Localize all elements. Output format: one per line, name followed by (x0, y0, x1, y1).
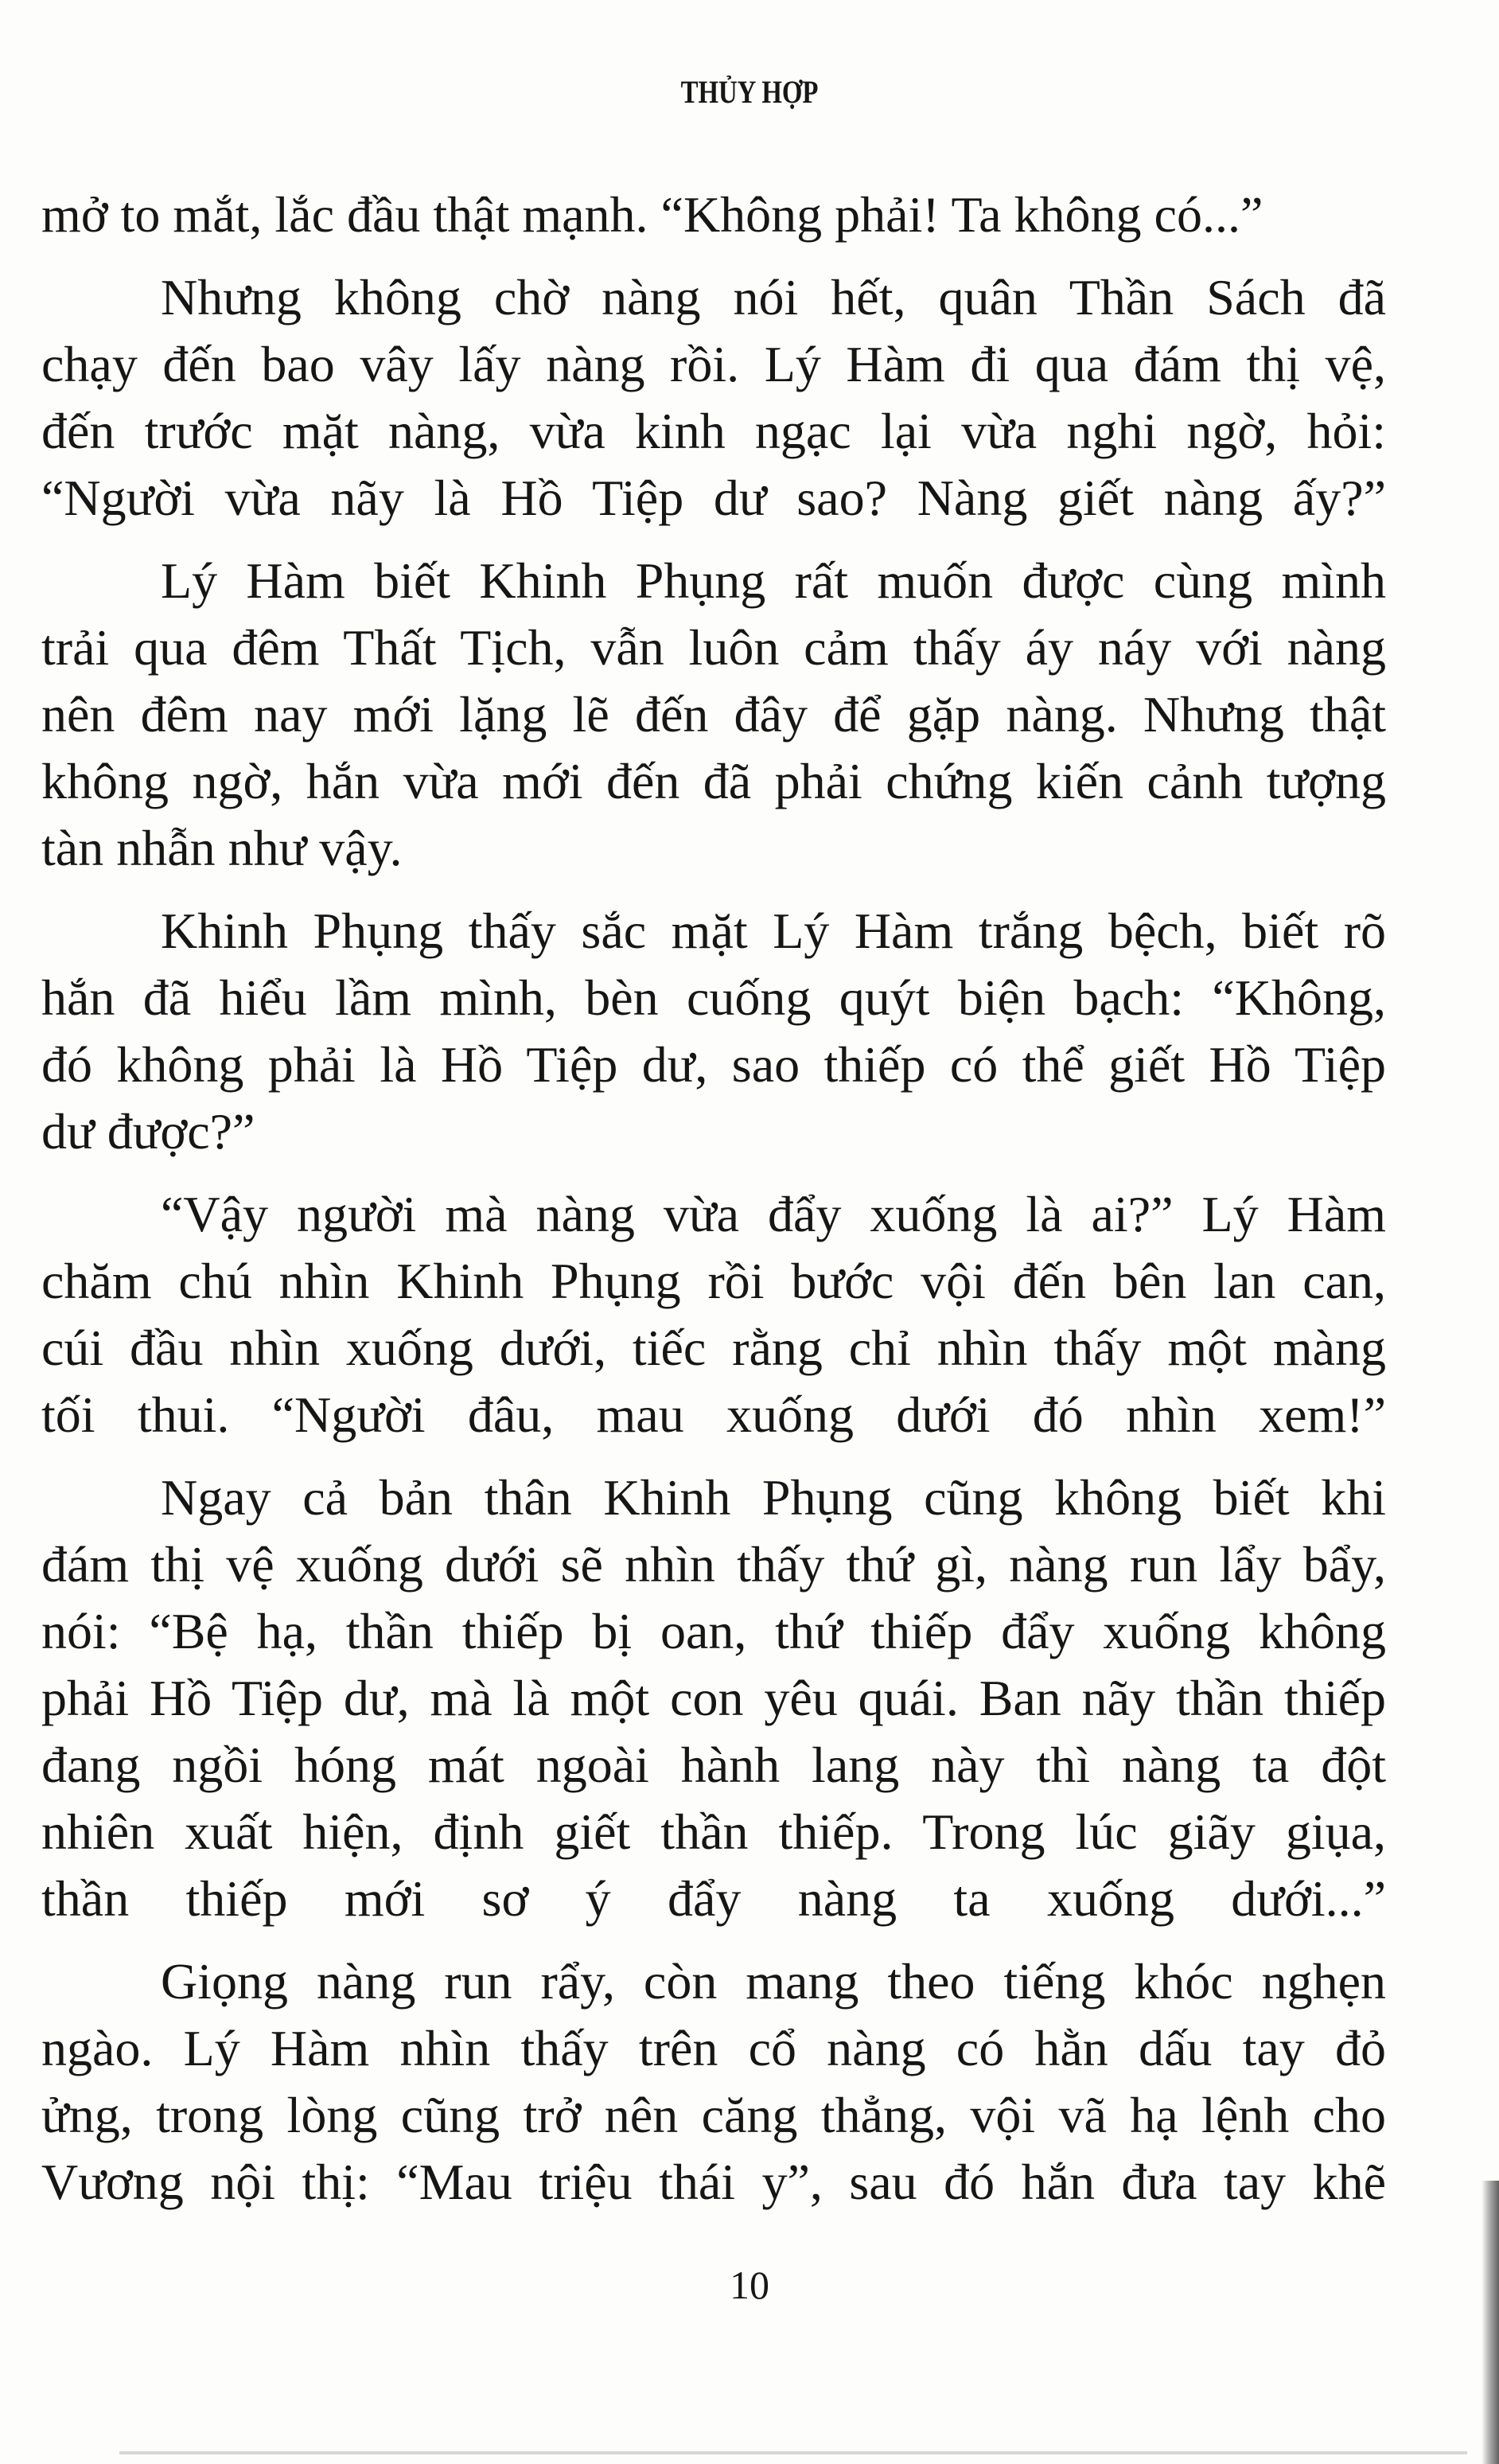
text-line: nên đêm nay mới lặng lẽ đến đây để gặp nàng. Nhưng thật (41, 686, 1386, 743)
paragraph (41, 1181, 1386, 1448)
text-line: “Vậy người mà nàng vừa đẩy xuống là ai?” Lý Hàm (161, 1186, 1386, 1242)
text-line: thần thiếp mới sơ ý đẩy nàng ta xuống dưới...” (41, 1870, 1386, 1927)
text-line: đang ngồi hóng mát ngoài hành lang này thì nàng ta đột (41, 1737, 1386, 1793)
text-line: chạy đến bao vây lấy nàng rồi. Lý Hàm đi qua đám thị vệ, (41, 336, 1386, 392)
running-header: THỦY HỢP (680, 74, 819, 110)
paragraph (41, 181, 1386, 248)
text-line: Ngay cả bản thân Khinh Phụng cũng không biết khi (161, 1469, 1386, 1526)
text-line: “Người vừa nãy là Hồ Tiệp dư sao? Nàng giết nàng ấy?” (41, 470, 1386, 526)
page-number: 10 (730, 2263, 769, 2307)
text-line: hắn đã hiểu lầm mình, bèn cuống quýt biện bạch: “Không, (41, 969, 1386, 1026)
text-line: dư được?” (41, 1103, 255, 1160)
text-line: ngào. Lý Hàm nhìn thấy trên cổ nàng có hằn dấu tay đỏ (41, 2020, 1386, 2076)
text-line: Vương nội thị: “Mau triệu thái y”, sau đó hắn đưa tay khẽ (41, 2154, 1386, 2210)
text-line: tàn nhẫn như vậy. (41, 820, 403, 876)
text-line: đám thị vệ xuống dưới sẽ nhìn thấy thứ gì, nàng run lẩy bẩy, (41, 1536, 1386, 1593)
paragraph (41, 264, 1386, 532)
text-line: nói: “Bệ hạ, thần thiếp bị oan, thứ thiếp đẩy xuống không (41, 1603, 1386, 1659)
text-line: đó không phải là Hồ Tiệp dư, sao thiếp có thể giết Hồ Tiệp (41, 1036, 1386, 1093)
text-line: ửng, trong lòng cũng trở nên căng thẳng, vội vã hạ lệnh cho (41, 2087, 1386, 2143)
text-line: phải Hồ Tiệp dư, mà là một con yêu quái. Ban nãy thần thiếp (41, 1670, 1386, 1726)
text-line: Giọng nàng run rẩy, còn mang theo tiếng khóc nghẹn (161, 1953, 1386, 2010)
text-line: mở to mắt, lắc đầu thật mạnh. “Không phải! Ta không có...” (41, 186, 1263, 243)
paragraph (41, 1464, 1386, 1932)
text-line: Lý Hàm biết Khinh Phụng rất muốn được cùng mình (161, 552, 1386, 609)
scan-bottom-edge (119, 2451, 1467, 2454)
paragraph (41, 1948, 1386, 2216)
text-line: chăm chú nhìn Khinh Phụng rồi bước vội đến bên lan can, (41, 1253, 1386, 1309)
text-line: nhiên xuất hiện, định giết thần thiếp. Trong lúc giãy giụa, (41, 1803, 1386, 1860)
text-line: Khinh Phụng thấy sắc mặt Lý Hàm trắng bệch, biết rõ (161, 903, 1386, 959)
text-line: đến trước mặt nàng, vừa kinh ngạc lại vừa nghi ngờ, hỏi: (41, 403, 1386, 459)
body-text (41, 181, 1386, 2232)
scan-edge-shadow (1481, 2181, 1499, 2464)
text-line: cúi đầu nhìn xuống dưới, tiếc rằng chỉ nhìn thấy một màng (41, 1320, 1386, 1376)
paragraph (41, 898, 1386, 1165)
text-line: không ngờ, hắn vừa mới đến đã phải chứng kiến cảnh tượng (41, 753, 1386, 809)
text-line: tối thui. “Người đâu, mau xuống dưới đó nhìn xem!” (41, 1386, 1386, 1443)
text-line: trải qua đêm Thất Tịch, vẫn luôn cảm thấy áy náy với nàng (41, 619, 1386, 676)
paragraph (41, 548, 1386, 882)
text-line: Nhưng không chờ nàng nói hết, quân Thần Sách đã (161, 269, 1386, 326)
